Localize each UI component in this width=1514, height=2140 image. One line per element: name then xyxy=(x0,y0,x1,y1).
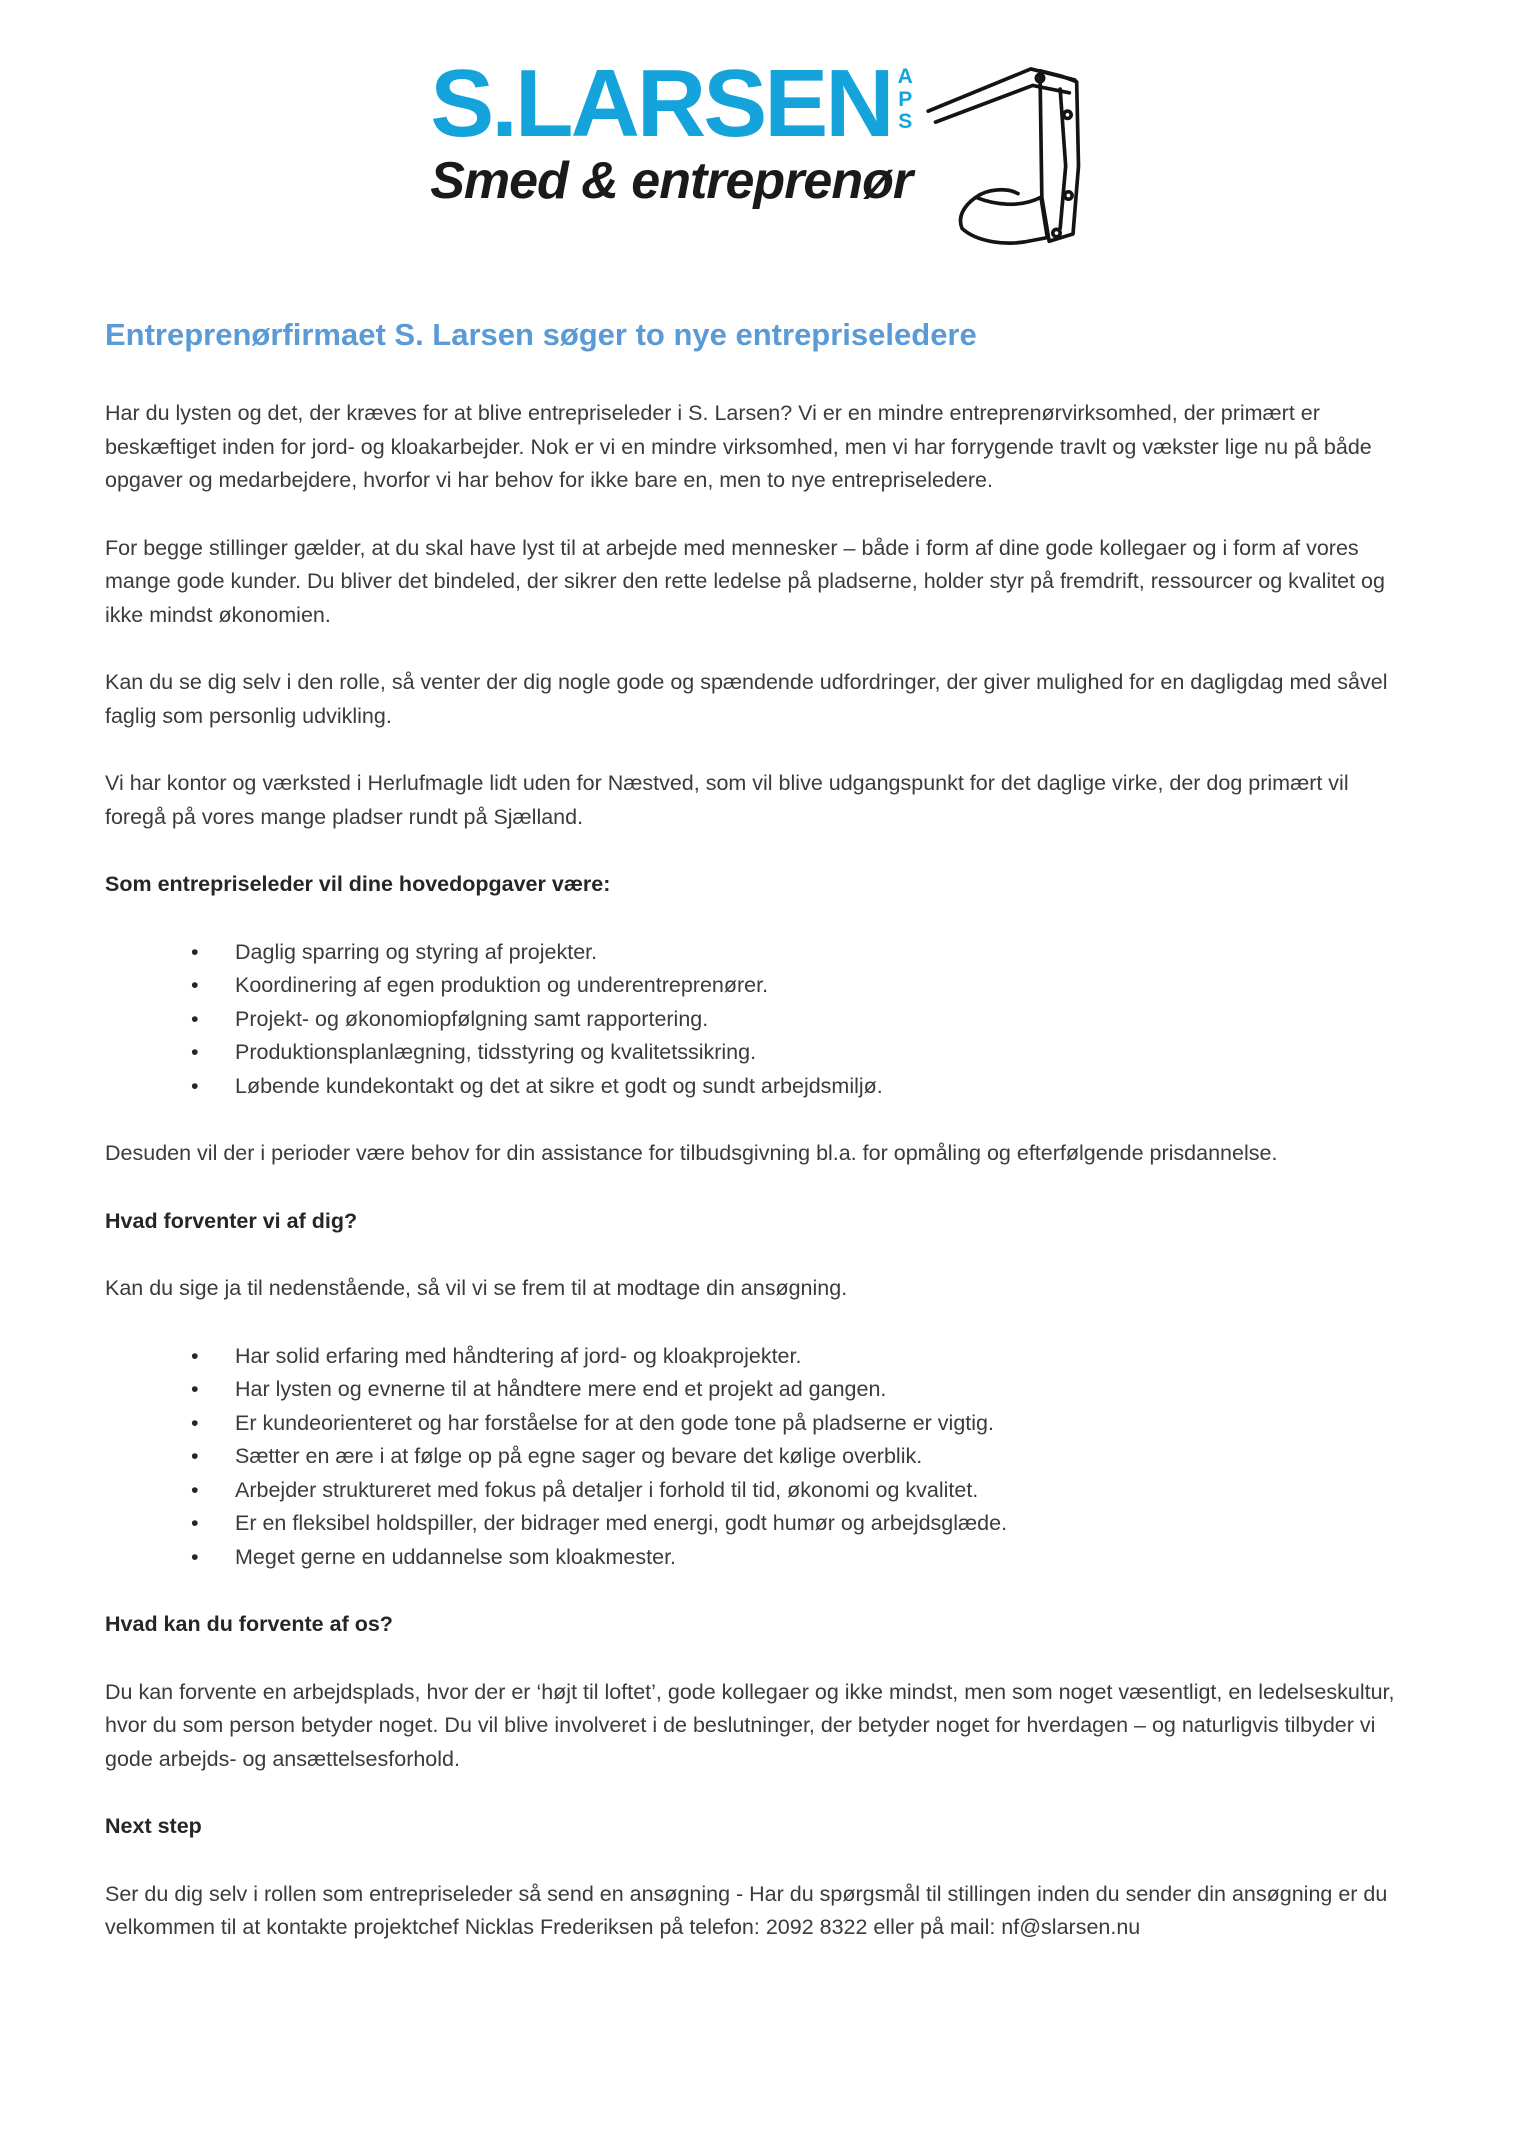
page-title: Entreprenørfirmaet S. Larsen søger to nye entrepriseledere xyxy=(105,317,977,352)
list-item: • Har solid erfaring med håndtering af jord- og kloakprojekter. xyxy=(105,1340,1409,1374)
excavator-arm-icon xyxy=(919,54,1084,259)
intro-paragraph-1: Har du lysten og det, der kræves for at blive entrepriseleder i S. Larsen? Vi er en mindre entreprenørvirksomhed, der primært er beskæftiget inden for jord- og kloakarbejder. Nok er vi en mindre virksomhed, men vi har forrygende travlt og vækster lige nu på både opgaver og medarbejdere, hvorfor vi har behov for ikke bare en, men to nye entrepriseledere. xyxy=(105,401,1372,492)
tasks-outro-paragraph: Desuden vil der i perioder være behov for din assistance for tilbudsgivning bl.a. for opmåling og efterfølgende prisdannelse. xyxy=(105,1141,1278,1165)
offer-paragraph: Du kan forvente en arbejdsplads, hvor der er ‘højt til loftet’, gode kollegaer og ikke mindst, men som noget væsentligt, en ledelseskultur, hvor du som person betyder noget. Du vil blive involveret i de beslutninger, der betyder noget for hverdagen – og naturligvis tilbyder vi gode arbejds- og ansættelsesforhold. xyxy=(105,1679,1395,1771)
list-item: • Projekt- og økonomiopfølgning samt rapportering. xyxy=(105,1003,1409,1037)
expectations-bullet-list xyxy=(105,1340,1409,1575)
logo-aps-text xyxy=(898,66,913,134)
logo-aps-letter-a: A xyxy=(897,65,913,88)
intro-paragraph-4: Vi har kontor og værksted i Herlufmagle lidt uden for Næstved, som vil blive udgangspunkt for det daglige virke, der dog primært vil foregå på vores mange pladser rundt på Sjælland. xyxy=(105,771,1349,829)
list-item: • Har lysten og evnerne til at håndtere mere end et projekt ad gangen. xyxy=(105,1373,1409,1407)
intro-paragraph-3: Kan du se dig selv i den rolle, så venter der dig nogle gode og spændende udfordringer, der giver mulighed for en dagligdag med såvel faglig som personlig udvikling. xyxy=(105,670,1388,728)
list-item: • Er en fleksibel holdspiller, der bidrager med energi, godt humør og arbejdsglæde. xyxy=(105,1507,1409,1541)
list-item: • Er kundeorienteret og har forståelse for at den gode tone på pladserne er vigtig. xyxy=(105,1407,1409,1441)
logo-aps-letter-s: S xyxy=(898,110,913,134)
list-item: • Produktionsplanlægning, tidsstyring og kvalitetssikring. xyxy=(105,1036,1409,1070)
logo-aps-letter-p: P xyxy=(898,87,913,111)
company-logo xyxy=(105,50,1409,259)
list-item: • Sætter en ære i at følge op på egne sager og bevare det kølige overblik. xyxy=(105,1440,1409,1474)
list-item: • Daglig sparring og styring af projekter. xyxy=(105,936,1409,970)
list-item: • Koordinering af egen produktion og underentreprenører. xyxy=(105,969,1409,1003)
list-item: • Arbejder struktureret med fokus på detaljer i forhold til tid, økonomi og kvalitet. xyxy=(105,1474,1409,1508)
section-heading-offer: Hvad kan du forvente af os? xyxy=(105,1612,393,1636)
list-item: • Løbende kundekontakt og det at sikre et godt og sundt arbejdsmiljø. xyxy=(105,1070,1409,1104)
section-heading-next-step: Next step xyxy=(105,1814,202,1838)
section-heading-expectations: Hvad forventer vi af dig? xyxy=(105,1208,358,1233)
expectations-intro-paragraph: Kan du sige ja til nedenstående, så vil vi se frem til at modtage din ansøgning. xyxy=(105,1276,848,1300)
next-step-paragraph: Ser du dig selv i rollen som entrepriseleder så send en ansøgning - Har du spørgsmål til stillingen inden du sender din ansøgning er du velkommen til at kontakte projektchef Nicklas Frederiksen på telefon: 2092 8322 eller på mail: nf@slarsen.nu xyxy=(105,1881,1388,1939)
tasks-bullet-list xyxy=(105,936,1409,1104)
logo-tagline: Smed & entreprenør xyxy=(430,152,913,211)
section-heading-tasks: Som entrepriseleder vil dine hovedopgaver være: xyxy=(105,872,611,896)
logo-brand-text: S.LARSEN xyxy=(430,50,892,157)
intro-paragraph-2: For begge stillinger gælder, at du skal have lyst til at arbejde med mennesker – både i form af dine gode kollegaer og i form af vores mange gode kunder. Du bliver det bindeled, der sikrer den rette ledelse på pladserne, holder styr på fremdrift, ressourcer og kvalitet og ikke mindst økonomien. xyxy=(105,535,1385,627)
list-item: • Meget gerne en uddannelse som kloakmester. xyxy=(105,1541,1409,1575)
